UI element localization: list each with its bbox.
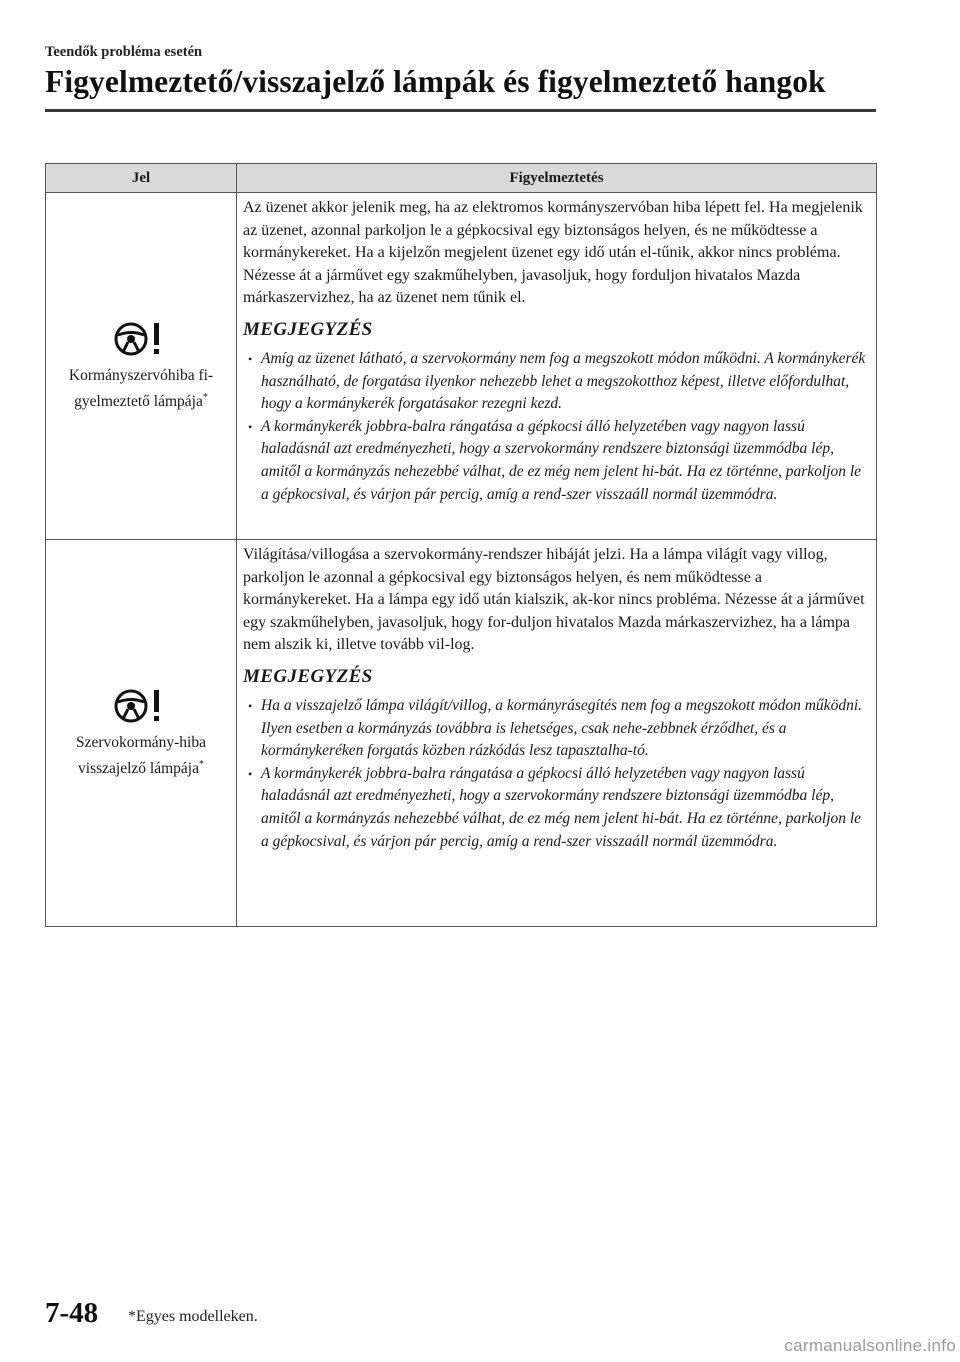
model-footnote-mark: * [202, 391, 208, 403]
note-item: • A kormánykerék jobbra-balra rángatása a gépkocsi álló helyzetében vagy nagyon lassú haladásnál azt eredményezheti, hogy a szervokormány rendszere biztonsági üzemmódba lép, amitől a kormányzás nehezebbé válhat, de ez még nem jelent hi-bát. Ha ez történne, parkoljon le a gépkocsival, és várjon pár percig, amíg a rend-szer visszaáll normál üzemmódra. [243, 416, 869, 506]
note-item: • A kormánykerék jobbra-balra rángatása a gépkocsi álló helyzetében vagy nagyon lassú haladásnál azt eredményezheti, hogy a szervokormány rendszere biztonsági üzemmódba lép, amitől a kormányzás nehezebbé válhat, de ez még nem jelent hi-bát. Ha ez történne, parkoljon le a gépkocsival, és várjon pár percig, amíg a rend-szer visszaáll normál üzemmódra. [243, 763, 869, 853]
column-header-warning: Figyelmeztetés [237, 164, 877, 193]
title-rule [45, 109, 876, 112]
warning-cell [237, 193, 877, 540]
note-list [243, 695, 869, 853]
section-label: Teendők probléma esetén [45, 44, 203, 60]
symbol-cell [46, 540, 237, 927]
steering-wheel-warning-icon [113, 319, 169, 359]
warning-lamp-table [45, 163, 877, 927]
warning-description: Világítása/villogása a szervokormány-rendszer hibáját jelzi. Ha a lámpa világít vagy villog, parkoljon le azonnal a gépkocsival egy biztonságos helyen, és nem működtesse a kormánykereket. Ha a lámpa egy idő után kialszik, ak-kor nincs probléma. Nézesse át a járművet egy szakműhelyben, javasoljuk, hogy for-duljon hivatalos Mazda márkaszervizhez, ha a lámpa nem alszik ki, illetve tovább vil-log. [243, 546, 865, 654]
column-header-symbol: Jel [46, 164, 237, 193]
symbol-label-text: Kormányszervóhiba fi-gyelmeztető lámpája [68, 366, 214, 411]
note-heading: MEGJEGYZÉS [243, 665, 373, 687]
warning-description: Az üzenet akkor jelenik meg, ha az elektromos kormányszervóban hiba lépett fel. Ha megjelenik az üzenet, azonnal parkoljon le a gépkocsival egy biztonságos helyen, és ne működtesse a kormánykereket. Ha a kijelzőn megjelent üzenet egy idő után el-tűnik, akkor nincs probléma. Nézesse át a járművet egy szakműhelyben, javasoljuk, hogy forduljon hivatalos Mazda márkaszervizhez, ha az üzenet nem tűnik el. [243, 199, 863, 307]
footnote: *Egyes modelleken. [128, 1308, 258, 1325]
symbol-label [52, 732, 230, 780]
table-row [46, 540, 877, 927]
page-number: 7-48 [45, 1297, 99, 1329]
symbol-cell [46, 193, 237, 540]
steering-wheel-warning-icon [113, 686, 169, 726]
note-item: • Amíg az üzenet látható, a szervokormány nem fog a megszokott módon működni. A kormánykerék használható, de forgatása ilyenkor nehezebb lehet a megszokotthoz képest, illetve előfordulhat, hogy a kormánykerék forgatásakor rezegni kezd. [243, 348, 869, 416]
warning-cell [237, 540, 877, 927]
note-list [243, 348, 869, 506]
symbol-label-text: Szervokormány-hiba visszajelző lámpája [76, 733, 206, 778]
symbol-label [52, 365, 230, 413]
page-title: Figyelmeztető/visszajelző lámpák és figyelmeztető hangok [45, 64, 826, 99]
model-footnote-mark: * [198, 758, 204, 770]
note-item: • Ha a visszajelző lámpa világít/villog, a kormányrásegítés nem fog a megszokott módon működni. Ilyen esetben a kormányzás továbbra is lehetséges, csak nehe-zebbnek érződhet, és a kormánykeréken forgatás közben rázkódás lesz tapasztalha-tó. [243, 695, 869, 763]
table-header-row [46, 164, 877, 193]
table-row [46, 193, 877, 540]
watermark: carmanualsonline.info [784, 1336, 956, 1355]
note-heading: MEGJEGYZÉS [243, 318, 373, 340]
